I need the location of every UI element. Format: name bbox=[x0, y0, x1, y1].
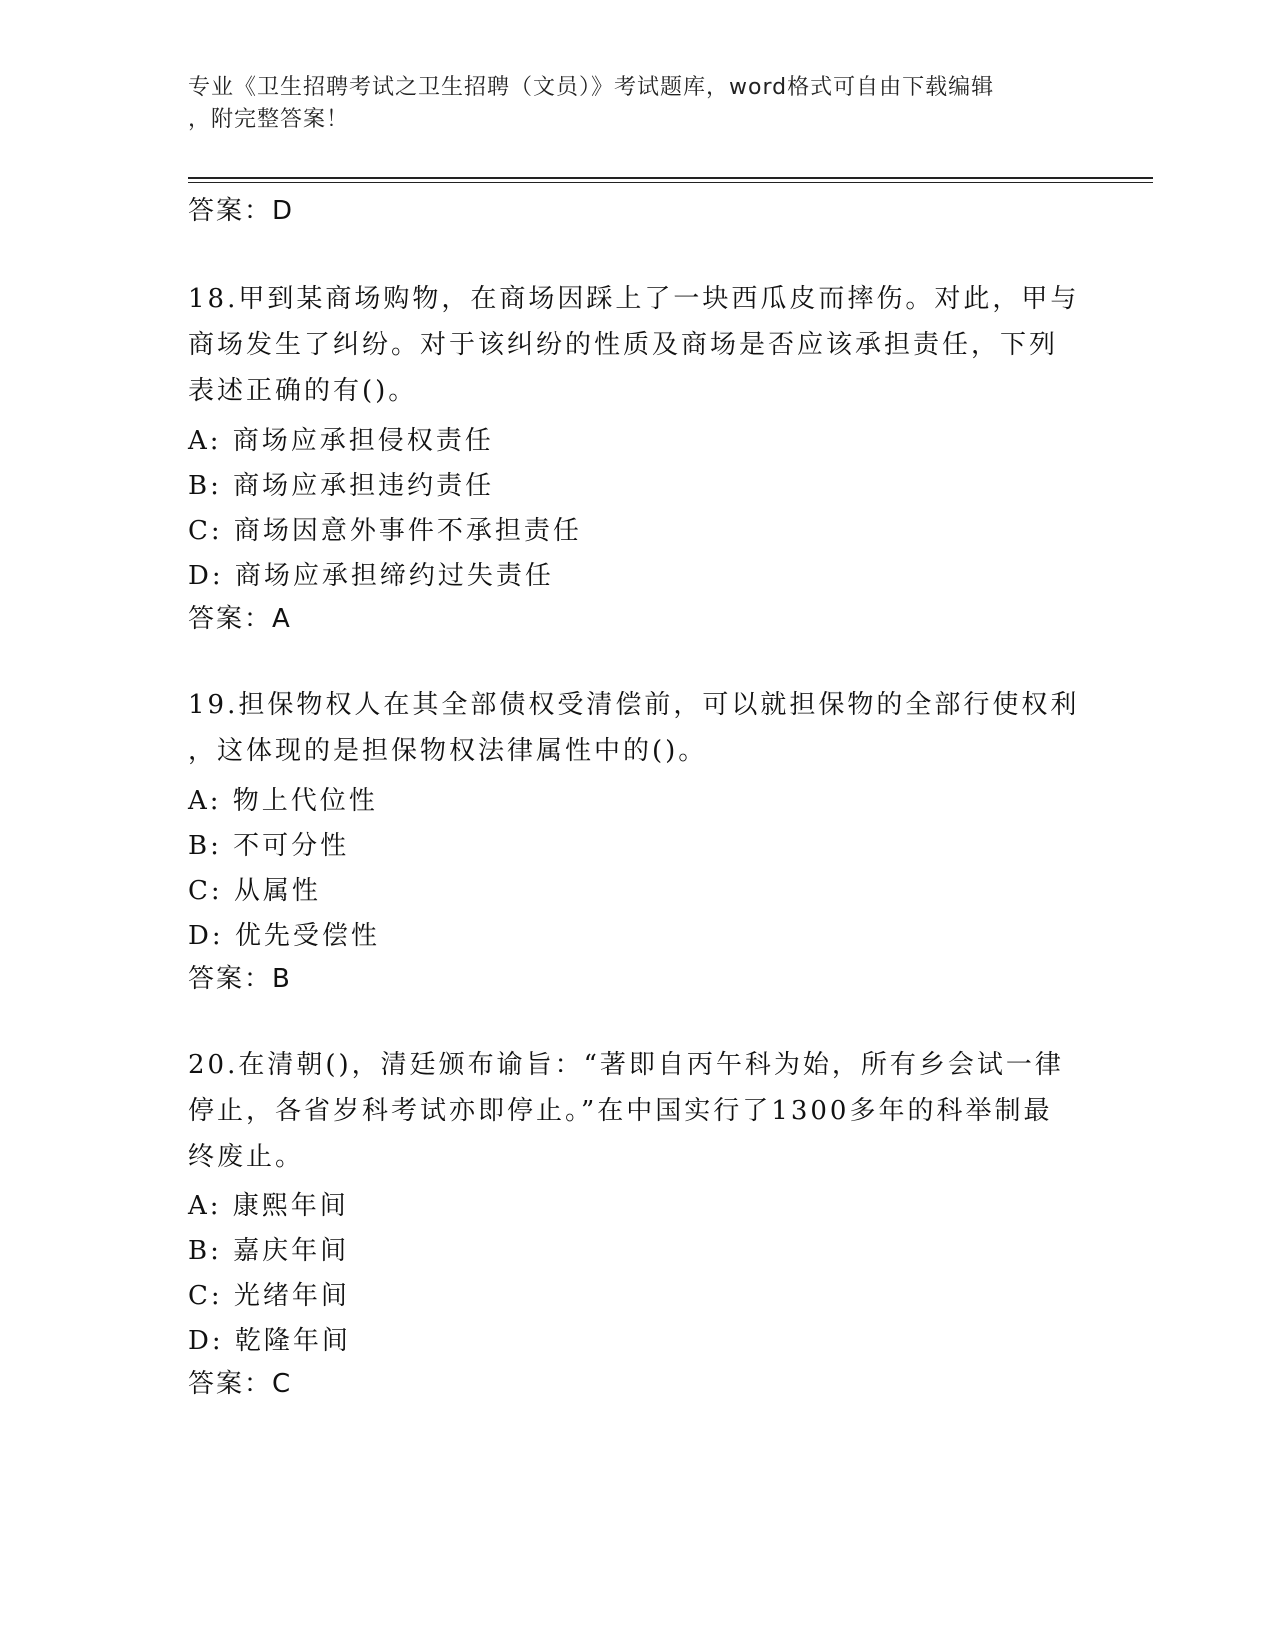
option-a: A: 商场应承担侵权责任 bbox=[188, 426, 494, 456]
option-d: D: 优先受偿性 bbox=[188, 921, 380, 951]
question-text bbox=[188, 1042, 1088, 1180]
answer: 答案：B bbox=[188, 964, 292, 994]
document-header bbox=[188, 72, 1088, 136]
previous-answer: 答案：D bbox=[188, 196, 295, 226]
question-line: 18.甲到某商场购物，在商场因踩上了一块西瓜皮而摔伤。对此，甲与 bbox=[188, 284, 1080, 314]
option-a: A: 康熙年间 bbox=[188, 1191, 349, 1221]
header-line-2: ，附完整答案！ bbox=[188, 107, 350, 132]
question-line: ，这体现的是担保物权法律属性中的()。 bbox=[188, 736, 708, 766]
header-line-1: 专业《卫生招聘考试之卫生招聘（文员）》考试题库，word格式可自由下载编辑 bbox=[188, 75, 995, 100]
option-d: D: 商场应承担缔约过失责任 bbox=[188, 561, 554, 591]
question-line: 表述正确的有()。 bbox=[188, 376, 418, 406]
answer: 答案：A bbox=[188, 604, 292, 634]
option-b: B: 商场应承担违约责任 bbox=[188, 471, 495, 501]
option-d: D: 乾隆年间 bbox=[188, 1326, 351, 1356]
option-c: C: 光绪年间 bbox=[188, 1281, 350, 1311]
question-line: 20.在清朝()，清廷颁布谕旨：“著即自丙午科为始，所有乡会试一律 bbox=[188, 1050, 1064, 1080]
question-text bbox=[188, 682, 1088, 774]
question-line: 终废止。 bbox=[188, 1142, 305, 1172]
question-line: 商场发生了纠纷。对于该纠纷的性质及商场是否应该承担责任，下列 bbox=[188, 330, 1059, 360]
answer: 答案：C bbox=[188, 1369, 293, 1399]
option-b: B: 嘉庆年间 bbox=[188, 1236, 350, 1266]
header-divider-thick bbox=[188, 177, 1153, 179]
option-a: A: 物上代位性 bbox=[188, 786, 378, 816]
question-text bbox=[188, 276, 1088, 414]
option-c: C: 商场因意外事件不承担责任 bbox=[188, 516, 582, 546]
question-line: 停止，各省岁科考试亦即停止。”在中国实行了1300多年的科举制最 bbox=[188, 1096, 1053, 1126]
question-line: 19.担保物权人在其全部债权受清偿前，可以就担保物的全部行使权利 bbox=[188, 690, 1080, 720]
option-c: C: 从属性 bbox=[188, 876, 321, 906]
header-divider-thin bbox=[188, 182, 1153, 183]
option-b: B: 不可分性 bbox=[188, 831, 350, 861]
